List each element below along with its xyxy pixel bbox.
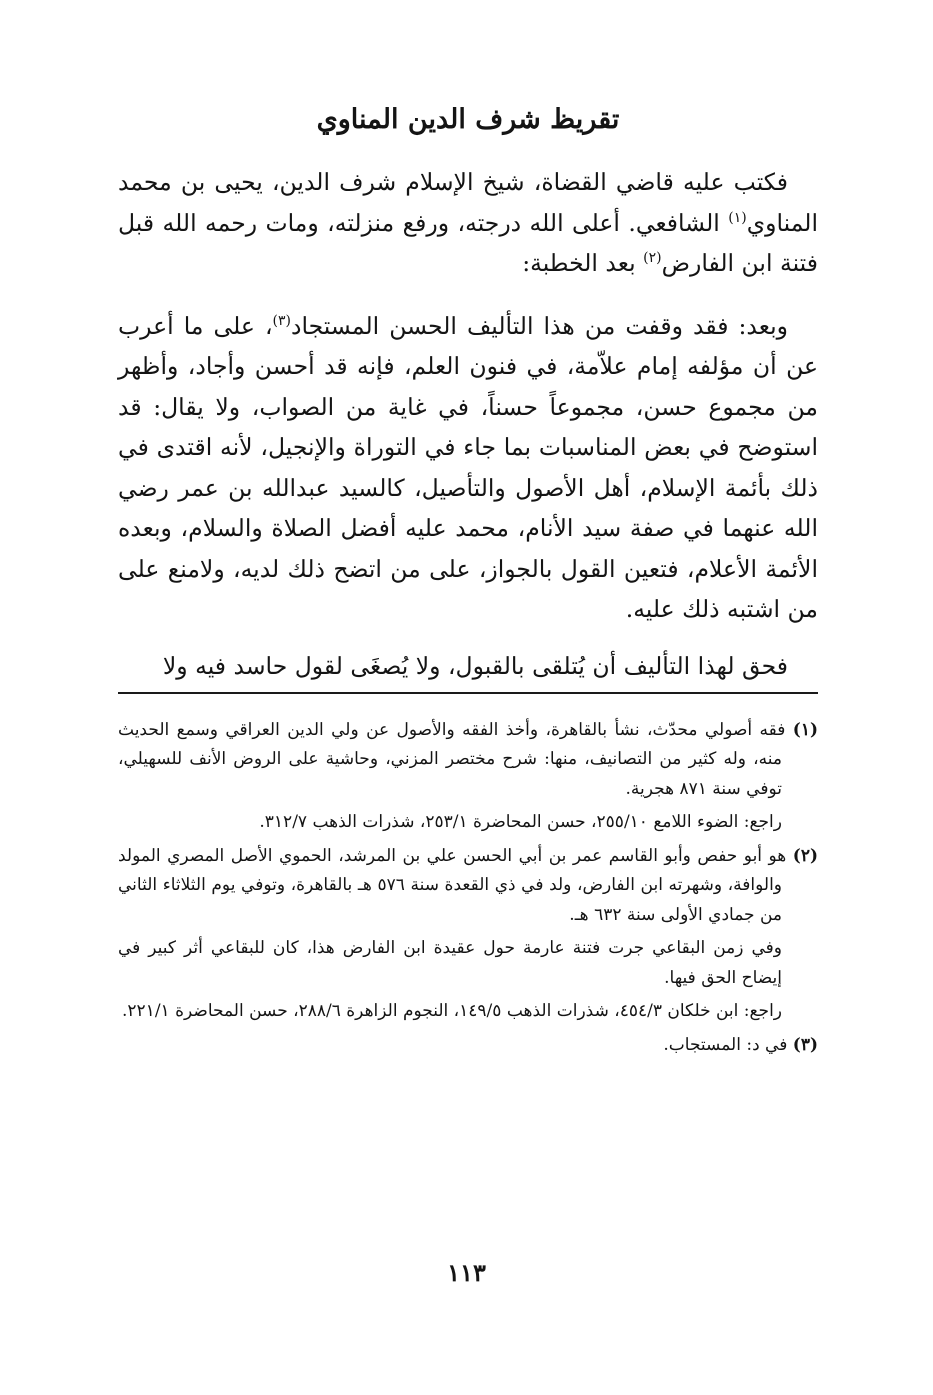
footnote-3-text: في د: المستجاب. xyxy=(663,1034,793,1055)
footnote-marker-2: (٢) xyxy=(643,250,662,267)
footnote-marker-1: (١) xyxy=(728,209,747,226)
footnote-2 xyxy=(118,842,818,931)
footnote-1-text: فقه أصولي محدّث، نشأ بالقاهرة، وأخذ الفقه والأصول عن ولي الدين العراقي وسمع الحديث منه، وله كثير من التصانيف، منها: شرح مختصر المزني، وحاشية على الروض الأنف للسهيلي، توفي سنة ٨٧١ هجرية. xyxy=(118,719,793,799)
paragraph-1-text-c: بعد الخطبة: xyxy=(522,249,644,277)
paragraph-2-text-a: وبعد: فقد وقفت من هذا التأليف الحسن المستجاد xyxy=(291,311,788,340)
page-number: ١١٣ xyxy=(447,1258,486,1287)
footnote-1 xyxy=(118,716,818,805)
footnote-1-number: (١) xyxy=(792,719,818,740)
footnote-marker-3: (٣) xyxy=(272,312,292,329)
footnote-3-number: (٣) xyxy=(792,1034,818,1055)
page-content xyxy=(118,100,818,1064)
paragraph-3: فحق لهذا التأليف أن يُتلقى بالقبول، ولا يُصغَى لقول حاسد فيه ولا xyxy=(162,651,788,680)
footnote-2-extra: وفي زمن البقاعي جرت فتنة عارمة حول عقيدة ابن الفارض هذا، كان للبقاعي أثر كبير في إيضاح الحق فيها. xyxy=(118,938,782,988)
footnote-divider xyxy=(118,692,818,694)
paragraph-1-text-a: فكتب عليه قاضي القضاة، شيخ الإسلام شرف الدين، يحيى بن محمد المناوي xyxy=(118,168,818,237)
paragraph-1 xyxy=(118,162,818,284)
footnote-1-reference: راجع: الضوء اللامع ٢٥٥/١٠، حسن المحاضرة ٢٥٣/١، شذرات الذهب ٣١٢/٧. xyxy=(259,812,782,832)
footnote-2-number: (٢) xyxy=(792,845,818,866)
page-title: تقريظ شرف الدين المناوي xyxy=(316,104,620,135)
footnotes xyxy=(118,716,818,1061)
paragraph-2-text-b: ، على ما أعرب عن أن مؤلفه إمام علاّمة، في فنون العلم، فإنه قد أحسن وأجاد، وأظهر من مجموع حسن، مجموعاً حسناً، في غاية من الصواب، ولا يقال: قد استوضح في بعض المناسبات بما جاء في التوراة والإنجيل، لأنه اقتدى في ذلك بأئمة الإسلام، أهل الأصول والتأصيل، كالسيد عبدالله بن عمر رضي الله عنهما في صفة سيد الأنام، محمد عليه أفضل الصلاة والسلام، وبعده الأئمة الأعلام، فتعين القول بالجواز، على من اتضح ذلك لديه، ولامنع على من اشتبه ذلك عليه. xyxy=(118,311,818,623)
paragraph-1-text-b: الشافعي. أعلى الله درجته، ورفع منزلته، ومات رحمه الله قبل فتنة ابن الفارض xyxy=(118,208,818,277)
footnote-2-text: هو أبو حفص وأبو القاسم عمر بن أبي الحسن علي بن المرشد، الحموي الأصل المصري المولد والوافة، وشهرته ابن الفارض، ولد في ذي القعدة سنة ٥٧٦ هـ بالقاهرة، وتوفي يوم الثلاثاء الثاني من جمادي الأولى سنة ٦٣٢ هـ. xyxy=(118,845,793,925)
paragraph-2 xyxy=(118,306,818,630)
footnote-3 xyxy=(118,1031,818,1061)
footnote-2-reference: راجع: ابن خلكان ٤٥٤/٣، شذرات الذهب ١٤٩/٥، النجوم الزاهرة ٢٨٨/٦، حسن المحاضرة ٢٢١/١. xyxy=(122,1001,782,1021)
